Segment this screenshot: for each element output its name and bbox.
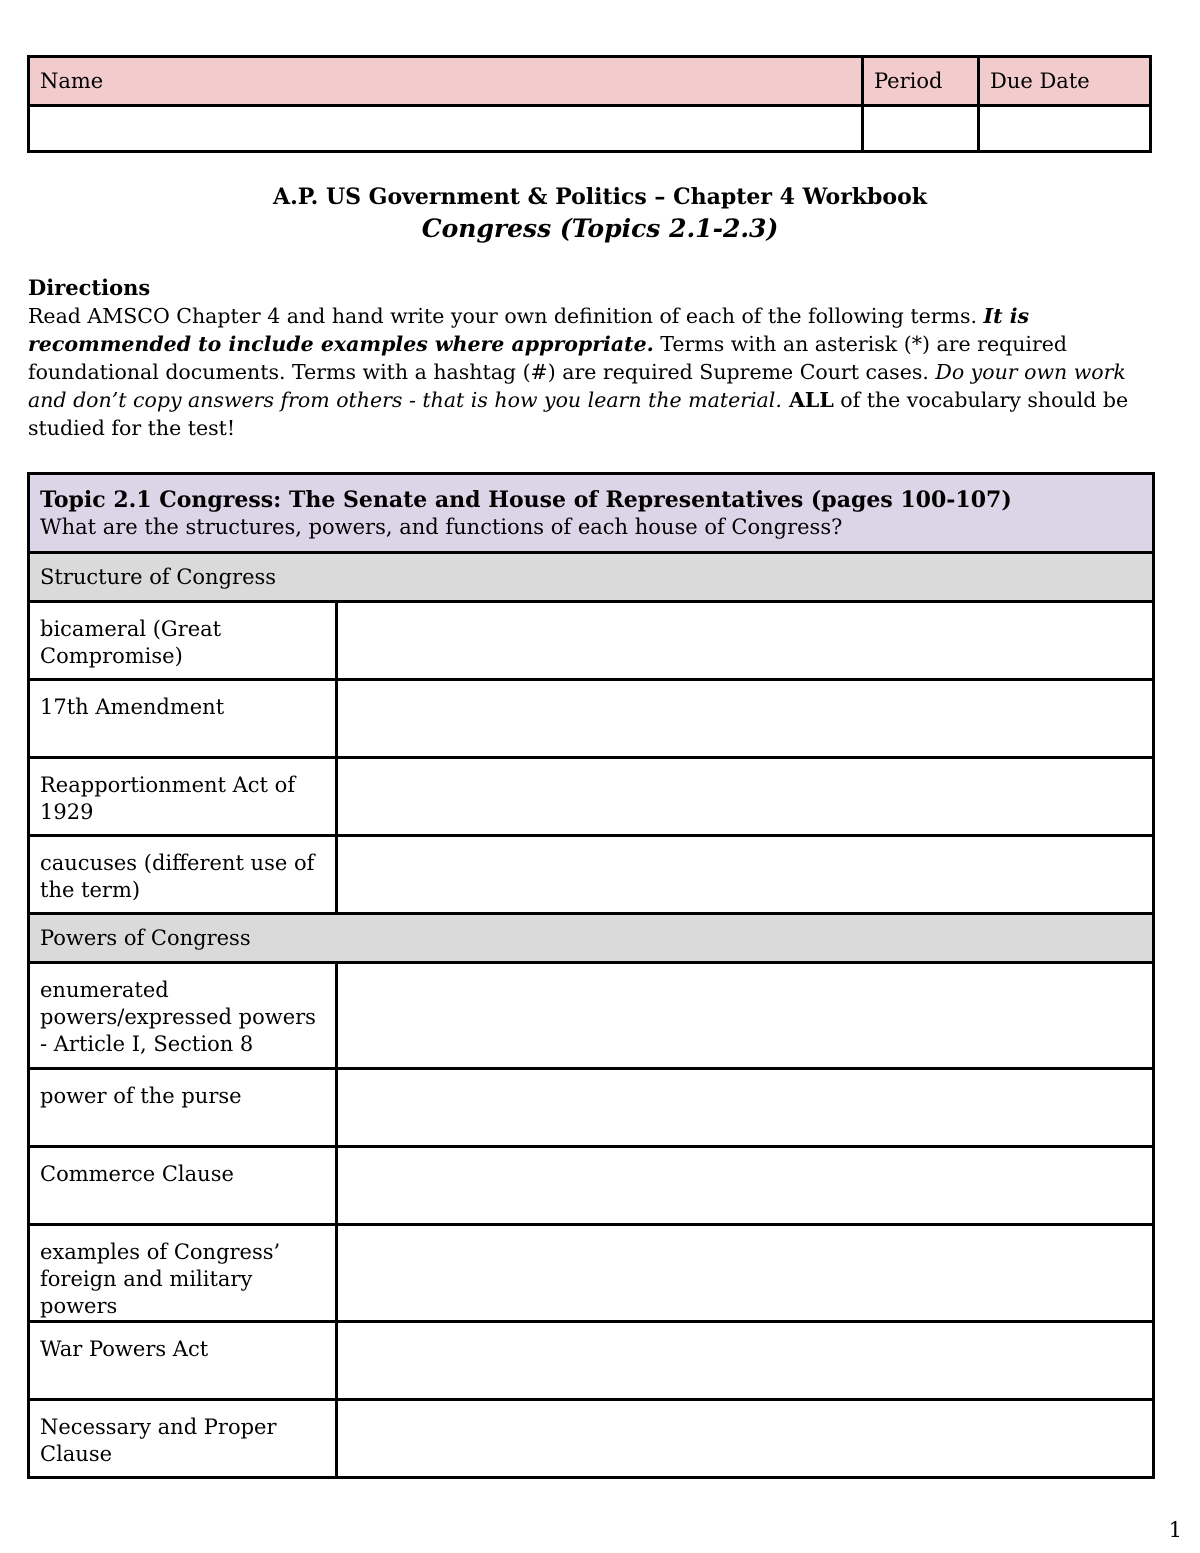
directions-text-5: ALL: [781, 388, 834, 412]
definition-field[interactable]: [337, 1400, 1154, 1478]
term-label: 17th Amendment: [29, 680, 337, 758]
period-label: Period: [863, 57, 979, 106]
section-row: [29, 914, 1154, 963]
document-title: A.P. US Government & Politics – Chapter 4 Workbook: [273, 184, 927, 210]
term-row: [29, 1322, 1154, 1400]
directions: [28, 274, 1158, 442]
term-label: War Powers Act: [29, 1322, 337, 1400]
directions-text-2: It is recommended to include examples where appropriate.: [28, 304, 1030, 356]
definition-field[interactable]: [337, 1069, 1154, 1147]
term-label: power of the purse: [29, 1069, 337, 1147]
document-subtitle: Congress (Topics 2.1-2.3): [421, 214, 779, 243]
term-label: Commerce Clause: [29, 1147, 337, 1225]
section-row: [29, 553, 1154, 602]
vocabulary-table: [27, 472, 1155, 1479]
info-entry-row: [29, 106, 1151, 152]
definition-field[interactable]: [337, 1147, 1154, 1225]
section-title: Powers of Congress: [29, 914, 1154, 963]
section-title: Structure of Congress: [29, 553, 1154, 602]
definition-field[interactable]: [337, 1225, 1154, 1322]
period-field[interactable]: [863, 106, 979, 152]
definition-field[interactable]: [337, 680, 1154, 758]
definition-field[interactable]: [337, 758, 1154, 836]
directions-text-6: of the vocabulary should be studied for the test!: [28, 388, 1129, 440]
name-field[interactable]: [29, 106, 863, 152]
term-row: [29, 1147, 1154, 1225]
term-label: Necessary and Proper Clause: [29, 1400, 337, 1478]
definition-field[interactable]: [337, 963, 1154, 1069]
term-row: [29, 1069, 1154, 1147]
term-row: [29, 836, 1154, 914]
name-label: Name: [29, 57, 863, 106]
term-label: examples of Congress’ foreign and military powers: [29, 1225, 337, 1322]
topic-row: [29, 474, 1154, 553]
term-row: [29, 758, 1154, 836]
term-row: [29, 1400, 1154, 1478]
term-row: [29, 602, 1154, 680]
topic-cell: [29, 474, 1154, 553]
definition-field[interactable]: [337, 602, 1154, 680]
due-date-field[interactable]: [979, 106, 1151, 152]
directions-text-4: Do your own work and don’t copy answers from others - that is how you learn the material.: [28, 360, 1126, 412]
topic-question: What are the structures, powers, and functions of each house of Congress?: [40, 515, 843, 539]
directions-text-1: Read AMSCO Chapter 4 and hand write your own definition of each of the following terms.: [28, 304, 984, 328]
directions-heading: Directions: [28, 275, 151, 300]
term-label: caucuses (different use of the term): [29, 836, 337, 914]
term-row: [29, 1225, 1154, 1322]
info-header-row: [29, 57, 1151, 106]
term-label: bicameral (Great Compromise): [29, 602, 337, 680]
student-info-table: [27, 55, 1152, 153]
due-date-label: Due Date: [979, 57, 1151, 106]
term-row: [29, 963, 1154, 1069]
topic-heading: Topic 2.1 Congress: The Senate and House of Representatives (pages 100-107): [40, 487, 1012, 513]
definition-field[interactable]: [337, 836, 1154, 914]
directions-text: [28, 302, 1158, 442]
directions-text-3: Terms with an asterisk (*) are required foundational documents. Terms with a hashtag (#) are required Supreme Court cases.: [28, 332, 1068, 384]
term-label: Reapportionment Act of 1929: [29, 758, 337, 836]
term-label: enumerated powers/expressed powers - Article I, Section 8: [29, 963, 337, 1069]
term-row: [29, 680, 1154, 758]
definition-field[interactable]: [337, 1322, 1154, 1400]
page-number: 1: [1168, 1518, 1182, 1542]
